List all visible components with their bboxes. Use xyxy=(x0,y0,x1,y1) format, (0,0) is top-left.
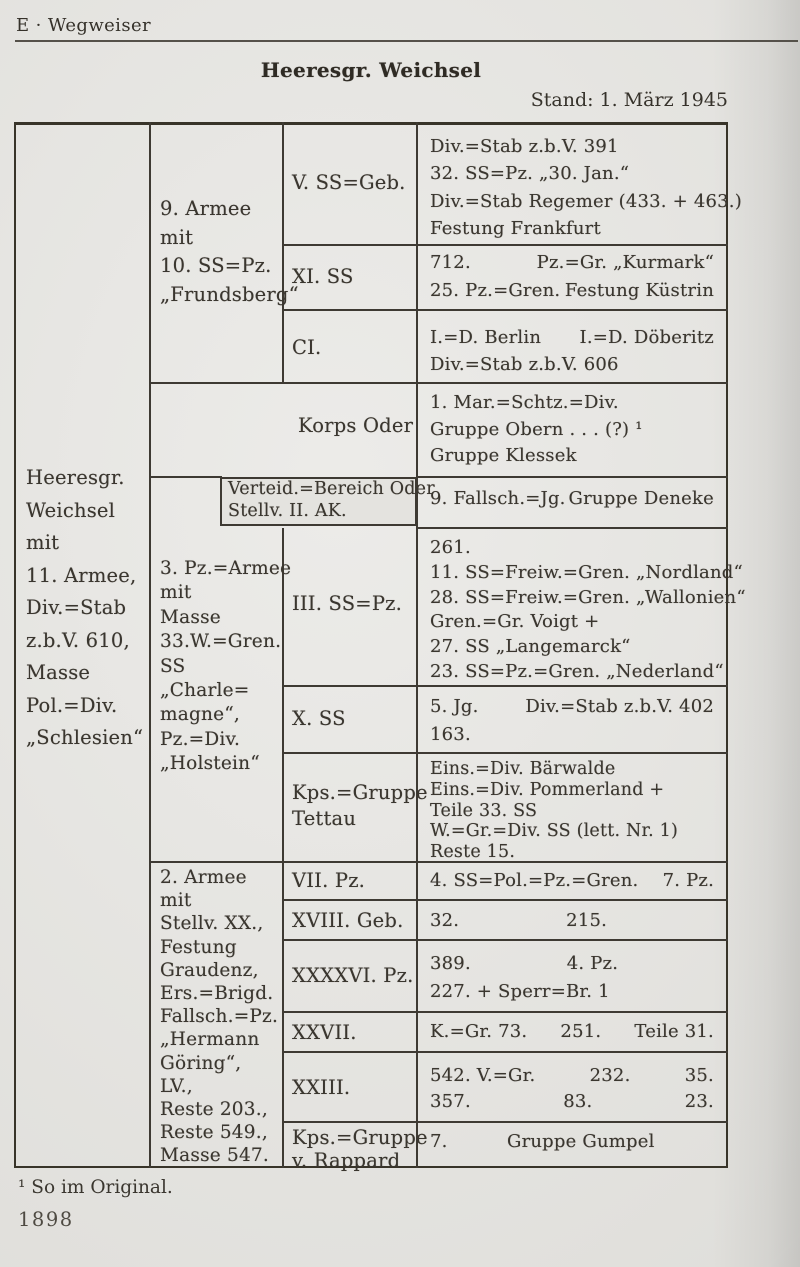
text-line: z.b.V. 610, xyxy=(26,628,130,652)
text-line: „Charle= xyxy=(160,680,250,702)
text-line: V. SS=Geb. xyxy=(292,171,406,194)
text-line: „Schlesien“ xyxy=(26,726,144,749)
text-line: Masse 547. xyxy=(160,1145,269,1167)
army-cell-9-armee xyxy=(160,195,299,309)
text-line: Festung xyxy=(160,936,237,958)
text-segment: 542. V.=Gr. xyxy=(430,1065,536,1086)
text-line: XI. SS xyxy=(292,265,354,288)
text-line: Verteid.=Bereich Oder xyxy=(228,479,435,499)
corps-cell-xi-ss xyxy=(292,265,354,288)
text-line xyxy=(430,870,714,891)
text-line: Gren.=Gr. Voigt + xyxy=(430,611,600,633)
divisions-cell-verteid xyxy=(430,488,714,509)
corps-cell-xviii-geb xyxy=(292,909,403,932)
text-line: SS xyxy=(160,655,186,677)
divisions-cell-vii-pz xyxy=(430,870,714,891)
text-line: mit xyxy=(160,225,194,249)
page-number: 1898 xyxy=(18,1208,74,1231)
corps-cell-verteid-bereich xyxy=(228,479,435,522)
text-line: 27. SS „Langemarck“ xyxy=(430,636,631,658)
text-line: Weichsel xyxy=(26,498,116,522)
text-segment: K.=Gr. 73. xyxy=(430,1021,528,1042)
text-line xyxy=(430,1131,714,1152)
table-gridline xyxy=(283,752,728,754)
text-segment: 232. xyxy=(589,1065,631,1086)
divisions-cell-xviii-geb xyxy=(430,910,714,931)
corps-cell-ci xyxy=(292,336,321,359)
text-line: 11. Armee, xyxy=(26,563,137,587)
text-line: Kps.=Gruppe xyxy=(292,781,428,804)
text-line: 2. Armee xyxy=(160,867,247,888)
text-segment: 9. Fallsch.=Jg. xyxy=(430,488,566,509)
text-line: W.=Gr.=Div. SS (lett. Nr. 1) xyxy=(430,821,679,842)
text-line: 261. xyxy=(430,537,471,558)
corps-cell-rappard xyxy=(292,1126,428,1172)
text-line: Korps Oder xyxy=(298,414,414,437)
text-segment: 25. Pz.=Gren. xyxy=(430,280,561,301)
divisions-cell-ci xyxy=(430,324,714,378)
text-line: 23. SS=Pz.=Gren. „Nederland“ xyxy=(430,660,724,682)
text-line: Reste 15. xyxy=(430,842,516,863)
divisions-cell-x-ss xyxy=(430,693,714,748)
table-gridline xyxy=(283,939,728,941)
text-line xyxy=(430,950,714,978)
divisions-cell-xxvii xyxy=(430,1021,714,1042)
text-line xyxy=(430,1063,714,1089)
text-segment: 215. xyxy=(566,910,608,931)
page-title: Heeresgr. Weichsel xyxy=(260,58,482,82)
text-line: CI. xyxy=(292,336,322,359)
text-line: Masse xyxy=(26,661,91,684)
text-line: Kps.=Gruppe xyxy=(292,1126,428,1149)
text-line: Tettau xyxy=(292,806,357,830)
text-line: Div.=Stab z.b.V. 606 xyxy=(430,354,619,375)
text-segment: Teile 31. xyxy=(634,1021,714,1042)
text-segment: 357. xyxy=(430,1091,471,1112)
running-header: E · Wegweiser xyxy=(16,15,152,36)
text-line: „Holstein“ xyxy=(160,753,260,775)
text-segment: 712. xyxy=(430,252,471,273)
text-line: Masse xyxy=(160,606,221,628)
footnote: ¹ So im Original. xyxy=(18,1177,173,1198)
text-segment: 5. Jg. xyxy=(430,696,479,717)
text-line xyxy=(430,277,714,305)
text-segment: 389. xyxy=(430,953,471,974)
table-gridline xyxy=(283,1121,728,1123)
text-line: Div.=Stab z.b.V. 391 xyxy=(430,136,619,157)
text-line: „Frundsberg“ xyxy=(160,282,299,306)
text-line: LV., xyxy=(160,1075,193,1097)
text-segment: 4. SS=Pol.=Pz.=Gren. xyxy=(430,870,639,891)
table-gridline xyxy=(149,122,151,1168)
divisions-cell-iii-ss-pz xyxy=(430,536,746,685)
text-line: 33.W.=Gren. xyxy=(160,631,282,653)
corps-cell-tettau xyxy=(292,780,428,831)
text-segment: 23. xyxy=(684,1091,714,1112)
corps-cell-vii-pz xyxy=(292,869,365,892)
divisions-cell-rappard xyxy=(430,1131,714,1152)
table-gridline xyxy=(283,1051,728,1053)
army-group-cell xyxy=(26,462,143,755)
text-line: III. SS=Pz. xyxy=(292,592,403,615)
text-segment: 4. Pz. xyxy=(566,953,619,974)
text-line: Fallsch.=Pz. xyxy=(160,1006,279,1028)
text-line: 28. SS=Freiw.=Gren. „Wallonien“ xyxy=(430,586,746,608)
divisions-cell-v-ss-geb xyxy=(430,133,742,242)
text-line: XXIII. xyxy=(292,1076,351,1099)
text-line: Gruppe Obern . . . (?) ¹ xyxy=(430,418,643,440)
text-line: Teile 33. SS xyxy=(430,800,538,821)
text-line: Ers.=Brigd. xyxy=(160,983,274,1005)
corps-cell-x-ss xyxy=(292,707,346,730)
divisions-cell-korps-oder xyxy=(430,390,714,470)
text-segment: 7. xyxy=(430,1131,448,1152)
text-line: Div.=Stab Regemer (433. + 463.) xyxy=(430,190,742,212)
text-line: 11. SS=Freiw.=Gren. „Nordland“ xyxy=(430,561,743,583)
text-line: Gruppe Klessek xyxy=(430,445,577,466)
army-cell-3-pz-armee xyxy=(160,557,291,777)
text-segment: Pz.=Gr. „Kurmark“ xyxy=(536,252,714,273)
text-line: Reste 549., xyxy=(160,1122,268,1144)
text-segment: Gruppe Deneke xyxy=(568,488,714,509)
header-rule xyxy=(15,40,798,42)
corps-cell-iii-ss-pz xyxy=(292,592,402,615)
corps-cell-xxxxvi-pz xyxy=(292,964,414,987)
text-line: Heeresgr. xyxy=(26,466,125,489)
text-line: 3. Pz.=Armee xyxy=(160,558,292,579)
text-line: Eins.=Div. Pommerland + xyxy=(430,779,665,800)
text-line xyxy=(430,249,714,277)
table-gridline xyxy=(283,899,728,901)
text-line xyxy=(430,324,714,351)
text-line xyxy=(430,693,714,721)
corps-cell-xxvii xyxy=(292,1021,357,1044)
text-segment: I.=D. Berlin xyxy=(430,327,542,348)
text-segment: Festung Küstrin xyxy=(564,280,714,301)
text-line: Göring“, xyxy=(160,1052,242,1074)
text-line: „Hermann xyxy=(160,1029,260,1051)
text-line: Div.=Stab xyxy=(26,596,127,619)
table-gridline xyxy=(283,1011,728,1013)
text-line: Graudenz, xyxy=(160,959,259,981)
text-line: 32. SS=Pz. „30. Jan.“ xyxy=(430,163,630,185)
text-line: XXVII. xyxy=(292,1021,357,1044)
table-gridline xyxy=(283,309,728,311)
divisions-cell-xxxxvi-pz xyxy=(430,950,714,1005)
table-gridline xyxy=(150,382,728,384)
table-gridline xyxy=(283,244,728,246)
text-line: 10. SS=Pz. xyxy=(160,254,272,277)
text-line xyxy=(430,1089,714,1115)
text-segment: 7. Pz. xyxy=(662,870,714,891)
text-line: VII. Pz. xyxy=(292,869,366,892)
date-line: Stand: 1. März 1945 xyxy=(530,89,728,111)
text-line: X. SS xyxy=(292,707,346,730)
table-gridline xyxy=(283,685,728,687)
text-line xyxy=(430,910,714,931)
text-segment: 83. xyxy=(563,1091,593,1112)
text-line: Pol.=Div. xyxy=(26,693,118,717)
army-cell-2-armee xyxy=(160,866,278,1168)
text-line: mit xyxy=(26,531,60,554)
text-segment: 32. xyxy=(430,910,460,931)
text-segment: Div.=Stab z.b.V. 402 xyxy=(525,696,714,717)
corps-cell-xxiii xyxy=(292,1076,350,1099)
text-line: Reste 203., xyxy=(160,1099,268,1121)
text-line: XVIII. Geb. xyxy=(292,909,404,932)
text-segment: Gruppe Gumpel xyxy=(507,1131,655,1152)
corps-cell-korps-oder xyxy=(298,414,413,437)
text-line: mit xyxy=(160,582,192,604)
text-line: XXXXVI. Pz. xyxy=(292,964,414,987)
text-line: magne“, xyxy=(160,704,241,726)
table-gridline xyxy=(417,527,728,529)
text-line: mit xyxy=(160,890,192,912)
table-gridline xyxy=(150,476,222,478)
corps-cell-v-ss-geb xyxy=(292,171,406,194)
text-line: 1. Mar.=Schtz.=Div. xyxy=(430,392,619,413)
text-line: 9. Armee xyxy=(160,197,252,220)
divisions-cell-xxiii xyxy=(430,1063,714,1115)
text-line: Eins.=Div. Bärwalde xyxy=(430,759,616,779)
text-segment: 251. xyxy=(560,1021,602,1042)
text-line: Stellv. XX., xyxy=(160,913,264,935)
text-line: Stellv. II. AK. xyxy=(228,500,347,521)
text-segment: I.=D. Döberitz xyxy=(579,327,714,348)
text-line: 163. xyxy=(430,723,471,745)
text-line: v. Rappard xyxy=(292,1149,401,1172)
text-segment: 35. xyxy=(684,1065,714,1086)
table-gridline xyxy=(417,476,728,478)
text-line: Festung Frankfurt xyxy=(430,217,601,239)
text-line xyxy=(430,1021,714,1042)
text-line: Pz.=Div. xyxy=(160,728,241,750)
text-line xyxy=(430,488,714,509)
text-line: 227. + Sperr=Br. 1 xyxy=(430,980,610,1002)
divisions-cell-xi-ss xyxy=(430,249,714,305)
divisions-cell-tettau xyxy=(430,759,714,863)
